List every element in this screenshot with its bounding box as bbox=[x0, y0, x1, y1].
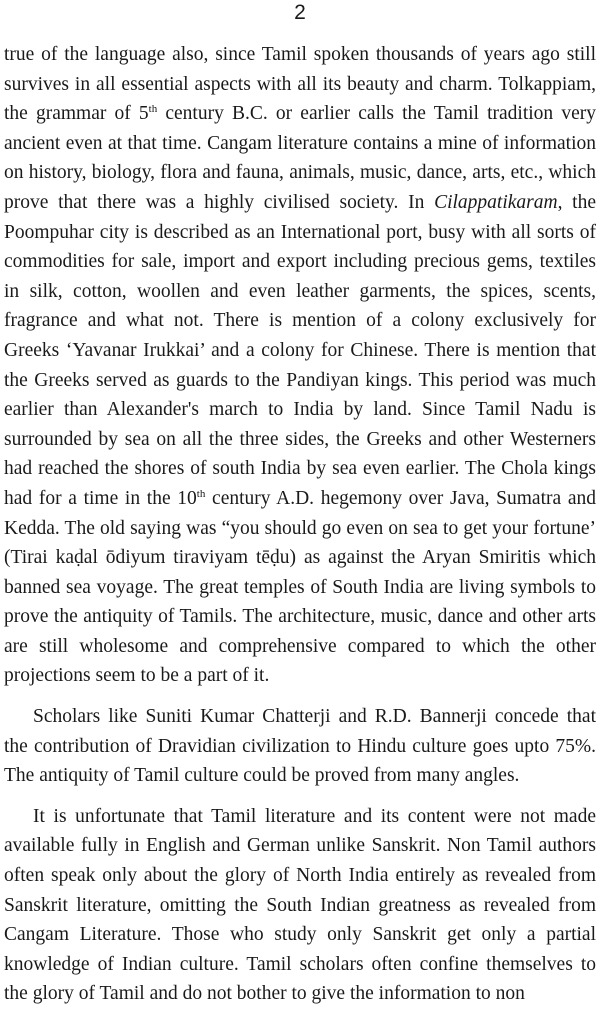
superscript-th: th bbox=[148, 103, 158, 116]
paragraph-3-text: It is unfortunate that Tamil literature and its content were not made available fully in English and German unlike Sanskrit. Non Tamil authors often speak only about the glory of North India entirely as revealed from Sanskrit literature, omitting the South Indian greatness as revealed from Cangam Literature. Those who study only Sanskrit get only a partial knowledge of Indian culture. Tamil scholars often confine themselves to the glory of Tamil and do not bother to give the information to non bbox=[4, 805, 596, 1005]
body-text bbox=[4, 40, 596, 1009]
italic-title-cilappatikaram: Cilappatikaram bbox=[434, 191, 558, 213]
paragraph-2 bbox=[4, 702, 596, 791]
paragraph-1-segment-3: century B.C. or earlier calls the Tamil tradition very ancient even at that time. Cangam literature contains a mine of information on history, biology, flora and fauna, animals, music, dance, arts, etc., which prove that there was a highly civilised society. In bbox=[4, 103, 596, 213]
page-number: 2 bbox=[294, 1, 306, 24]
paragraph-1-segment-7: century A.D. hegemony over Java, Sumatra and Kedda. The old saying was “you should go even on sea to get your fortune’ (Tirai kaḍal ōdiyum tiraviyam tēḍu) as against the Aryan Smiritis which banned sea voyage. The great temples of South India are living symbols to prove the antiquity of Tamils. The architecture, music, dance and other arts are still wholesome and comprehensive compared to which the other projections seem to be a part of it. bbox=[4, 487, 596, 687]
superscript-th: th bbox=[196, 487, 206, 500]
paragraph-2-text: Scholars like Suniti Kumar Chatterji and R.D. Bannerji concede that the contribution of Dravidian civilization to Hindu culture goes upto 75%. The antiquity of Tamil culture could be proved from many angles. bbox=[4, 706, 596, 787]
paragraph-3 bbox=[4, 802, 596, 1009]
paragraph-1 bbox=[4, 40, 596, 691]
paragraph-1-segment-5: , the Poompuhar city is described as an International port, busy with all sorts of commodities for sale, import and export including precious gems, textiles in silk, cotton, woollen and even leather garments, the spices, scents, fragrance and what not. There is mention of a colony exclusively for Greeks ‘Yavanar Irukkai’ and a colony for Chinese. There is mention that the Greeks served as guards to the Pandiyan kings. This period was much earlier than Alexander's march to India by land. Since Tamil Nadu is surrounded by sea on all the three sides, the Greeks and other Westerners had reached the shores of south India by sea even earlier. The Chola kings had for a time in the 10 bbox=[4, 191, 596, 509]
paragraph-1-segment-1: true of the language also, since Tamil spoken thousands of years ago still survives in all essential aspects with all its beauty and charm. Tolkappiam, the grammar of 5 bbox=[4, 44, 596, 125]
